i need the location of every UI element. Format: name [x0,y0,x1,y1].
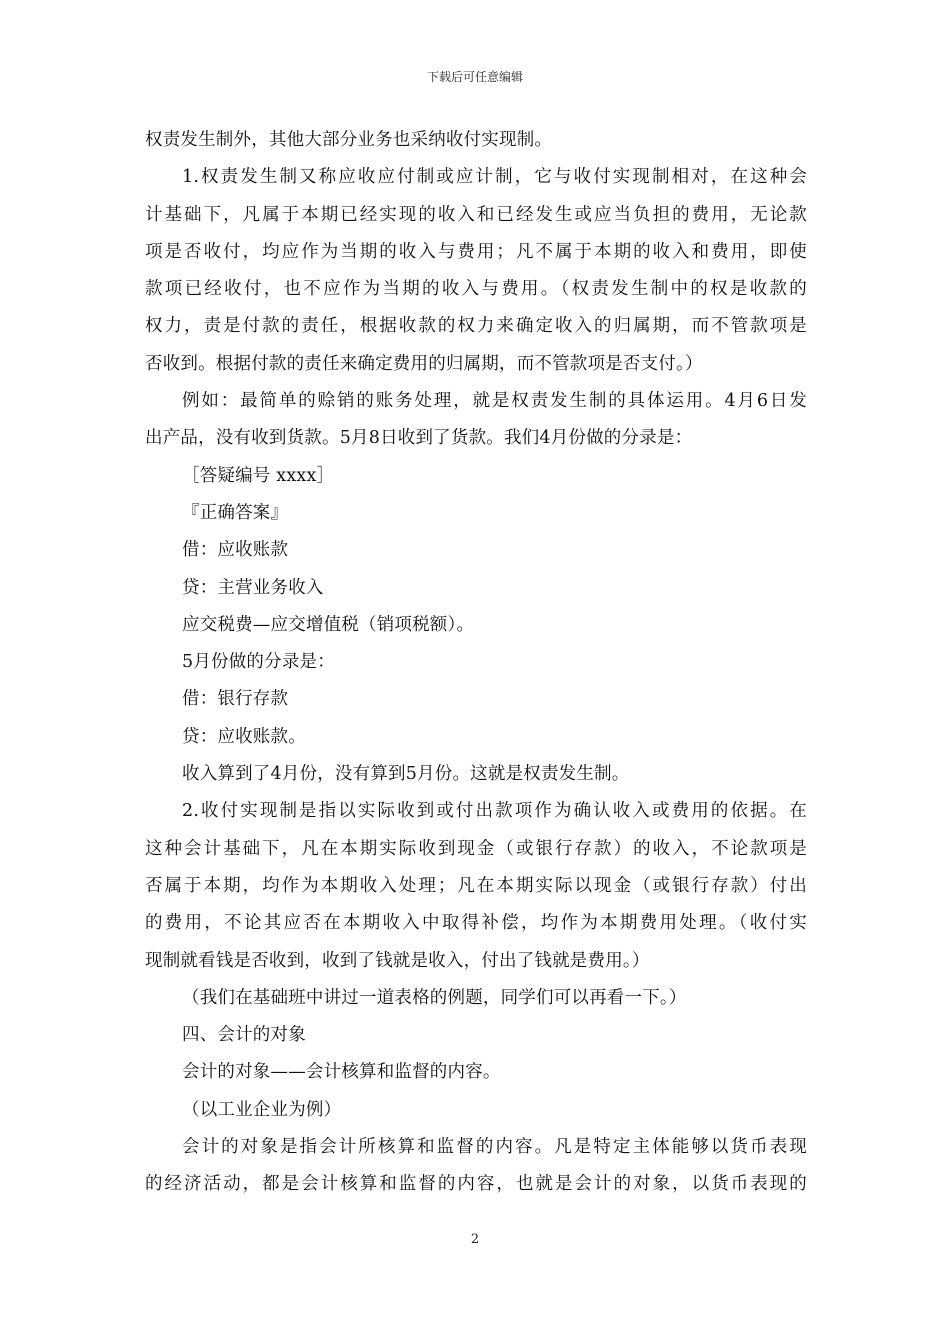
paragraph-line: 现制就看钱是否收到，收到了钱就是收入，付出了钱就是费用。） [145,950,650,971]
page-header: 下载后可任意编辑 [426,70,523,84]
section-heading: 四、会计的对象 [182,1025,306,1046]
paragraph-line: （我们在基础班中讲过一道表格的例题，同学们可以再看一下。） [182,987,687,1008]
paragraph-line: 收入算到了4月份，没有算到5月份。这就是权责发生制。 [182,764,630,785]
paragraph-line: 权力，责是付款的责任，根据收款的权力来确定收入的归属期，而不管款项是 [145,316,807,337]
paragraph-line: 1.权责发生制又称应收应付制或应计制，它与收付实现制相对，在这种会 [182,167,807,188]
paragraph-line: 否属于本期，均作为本期收入处理；凡在本期实际以现金（或银行存款）付出 [145,875,807,896]
journal-entry-line: 借：银行存款 [182,689,289,710]
journal-entry-line: 贷：应收账款。 [182,726,306,747]
paragraph-line: 的经济活动，都是会计核算和监督的内容，也就是会计的对象，以货币表现的 [145,1174,807,1195]
paragraph-line: 5月份做的分录是： [182,652,335,673]
paragraph-line: 这种会计基础下，凡在本期实际收到现金（或银行存款）的收入，不论款项是 [145,838,807,859]
document-body [145,122,807,1204]
answer-id-line: ［答疑编号 xxxx］ [182,465,335,486]
paragraph-line: 否收到。根据付款的责任来确定费用的归属期，而不管款项是否支付。） [145,353,703,374]
paragraph-line: 会计的对象——会计核算和监督的内容。 [182,1062,501,1083]
paragraph-line: 2.收付实现制是指以实际收到或付出款项作为确认收入或费用的依据。在 [182,801,807,822]
correct-answer-label: 『正确答案』 [182,502,289,523]
paragraph-line: 的费用，不论其应否在本期收入中取得补偿，均作为本期费用处理。（收付实 [145,913,807,934]
journal-entry-line: 借：应收账款 [182,540,289,561]
paragraph-line: 款项已经收付，也不应作为当期的收入与费用。（权责发生制中的权是收款的 [145,279,807,300]
journal-entry-line: 应交税费—应交增值税（销项税额）。 [182,614,475,635]
paragraph-line: 项是否收付，均应作为当期的收入与费用；凡不属于本期的收入和费用，即使 [145,241,807,262]
paragraph-line: （以工业企业为例） [182,1099,342,1120]
paragraph-line: 例如：最简单的赊销的账务处理，就是权责发生制的具体运用。4月6日发 [182,391,807,412]
journal-entry-line: 贷：主营业务收入 [182,577,324,598]
paragraph-line: 计基础下，凡属于本期已经实现的收入和已经发生或应当负担的费用，无论款 [145,204,807,225]
paragraph-line: 权责发生制外，其他大部分业务也采纳收付实现制。 [145,130,553,150]
page-number: 2 [470,1232,480,1247]
paragraph-line: 出产品，没有收到货款。5月8日收到了货款。我们4月份做的分录是： [145,428,693,449]
paragraph-line: 会计的对象是指会计所核算和监督的内容。凡是特定主体能够以货币表现 [182,1137,807,1158]
